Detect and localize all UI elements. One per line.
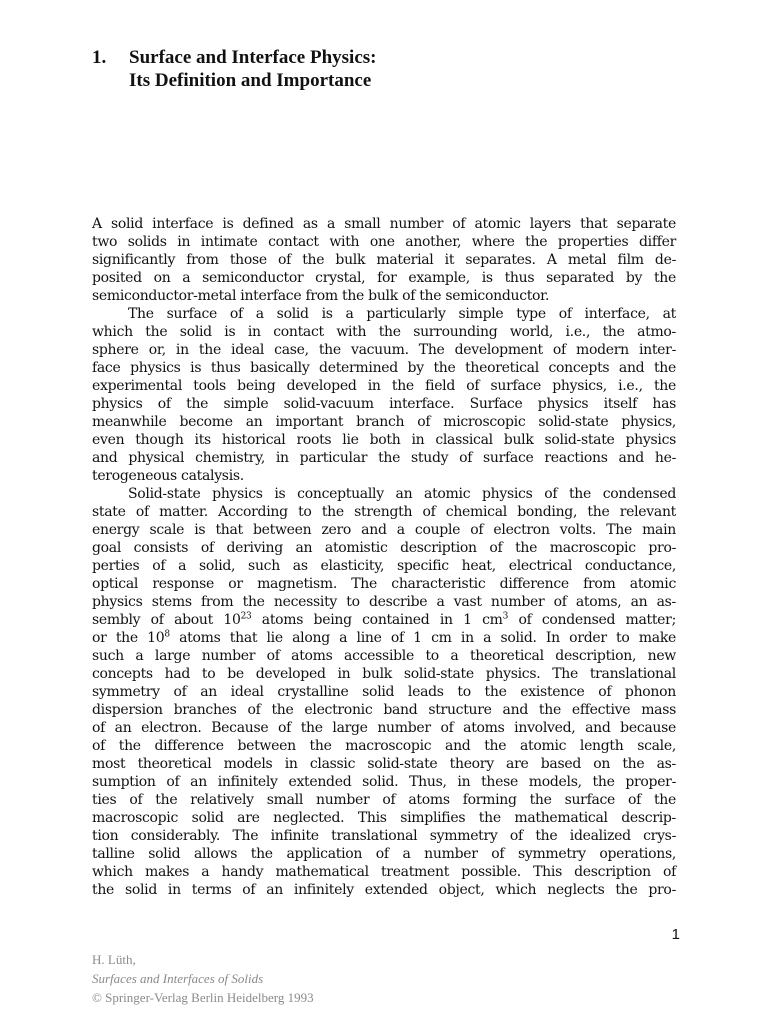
text-line: energy scale is that between zero and a couple of electron volts. The main bbox=[92, 522, 676, 538]
text-line: The surface of a solid is a particularly simple type of interface, at bbox=[128, 306, 676, 322]
text-line: most theoretical models in classic solid-state theory are based on the as- bbox=[92, 756, 676, 772]
text-line: which makes a handy mathematical treatment possible. This description of bbox=[92, 864, 676, 880]
text-line: semiconductor-metal interface from the bulk of the semiconductor. bbox=[92, 288, 550, 304]
text-segment: or the 10 bbox=[92, 630, 165, 646]
superscript: 3 bbox=[502, 611, 509, 622]
text-line: Solid-state physics is conceptually an atomic physics of the condensed bbox=[128, 486, 676, 502]
text-segment: sembly of about 10 bbox=[92, 612, 241, 628]
text-line: sumption of an infinitely extended solid. Thus, in these models, the proper- bbox=[92, 774, 676, 790]
text-line: meanwhile become an important branch of microscopic solid-state physics, bbox=[92, 414, 676, 430]
footer-book-title: Surfaces and Interfaces of Solids bbox=[92, 971, 264, 986]
text-line: state of matter. According to the strength of chemical bonding, the relevant bbox=[92, 504, 676, 520]
chapter-number: 1. bbox=[92, 47, 107, 68]
text-line: posited on a semiconductor crystal, for example, is thus separated by the bbox=[92, 270, 676, 286]
footer-citation bbox=[92, 950, 314, 1007]
body-text bbox=[92, 215, 676, 899]
text-line: face physics is thus basically determined by the theoretical concepts and the bbox=[92, 360, 676, 376]
text-segment: of condensed matter; bbox=[508, 612, 676, 628]
text-line: A solid interface is defined as a small number of atomic layers that separate bbox=[92, 216, 676, 232]
text-line: ties of the relatively small number of atoms forming the surface of the bbox=[92, 792, 676, 808]
text-line: macroscopic solid are neglected. This simplifies the mathematical descrip- bbox=[92, 810, 676, 826]
text-line: such a large number of atoms accessible to a theoretical description, new bbox=[92, 648, 676, 664]
text-line: perties of a solid, such as elasticity, specific heat, electrical conductance, bbox=[92, 558, 676, 574]
text-line-with-superscript bbox=[92, 629, 676, 647]
text-line: concepts had to be developed in bulk solid-state physics. The translational bbox=[92, 666, 676, 682]
text-line: goal consists of deriving an atomistic description of the macroscopic pro- bbox=[92, 540, 676, 556]
text-line: tion considerably. The infinite translational symmetry of the idealized crys- bbox=[92, 828, 676, 844]
text-line: which the solid is in contact with the surrounding world, i.e., the atmo- bbox=[92, 324, 676, 340]
superscript: 23 bbox=[240, 611, 252, 622]
text-line: of an electron. Because of the large number of atoms involved, and because bbox=[92, 720, 676, 736]
text-line: even though its historical roots lie both in classical bulk solid-state physics bbox=[92, 432, 676, 448]
text-line: terogeneous catalysis. bbox=[92, 468, 244, 484]
text-line: dispersion branches of the electronic band structure and the effective mass bbox=[92, 702, 676, 718]
chapter-title bbox=[129, 46, 689, 92]
chapter-title-line: Surface and Interface Physics: bbox=[129, 47, 377, 68]
text-segment: atoms that lie along a line of 1 cm in a solid. In order to make bbox=[169, 630, 676, 646]
page-number: 1 bbox=[671, 926, 680, 943]
text-line: talline solid allows the application of a number of symmetry operations, bbox=[92, 846, 676, 862]
text-line: optical response or magnetism. The characteristic difference from atomic bbox=[92, 576, 676, 592]
footer-author-line bbox=[92, 950, 314, 988]
text-segment: atoms being contained in 1 cm bbox=[251, 612, 503, 628]
text-line-with-superscript bbox=[92, 611, 676, 629]
text-line: and physical chemistry, in particular the study of surface reactions and he- bbox=[92, 450, 676, 466]
footer-copyright: © Springer-Verlag Berlin Heidelberg 1993 bbox=[92, 990, 314, 1005]
text-line: sphere or, in the ideal case, the vacuum. The development of modern inter- bbox=[92, 342, 676, 358]
text-line: experimental tools being developed in the field of surface physics, i.e., the bbox=[92, 378, 676, 394]
text-line: physics of the simple solid-vacuum interface. Surface physics itself has bbox=[92, 396, 676, 412]
chapter-title-line: Its Definition and Importance bbox=[129, 70, 372, 91]
text-line: significantly from those of the bulk material it separates. A metal film de- bbox=[92, 252, 676, 268]
footer-author: H. Lüth, bbox=[92, 952, 136, 967]
text-line: the solid in terms of an infinitely extended object, which neglects the pro- bbox=[92, 882, 676, 898]
superscript: 8 bbox=[164, 629, 170, 640]
text-line: two solids in intimate contact with one another, where the properties differ bbox=[92, 234, 676, 250]
text-line: symmetry of an ideal crystalline solid leads to the existence of phonon bbox=[92, 684, 676, 700]
text-line: physics stems from the necessity to describe a vast number of atoms, an as- bbox=[92, 594, 676, 610]
text-line: of the difference between the macroscopic and the atomic length scale, bbox=[92, 738, 676, 754]
